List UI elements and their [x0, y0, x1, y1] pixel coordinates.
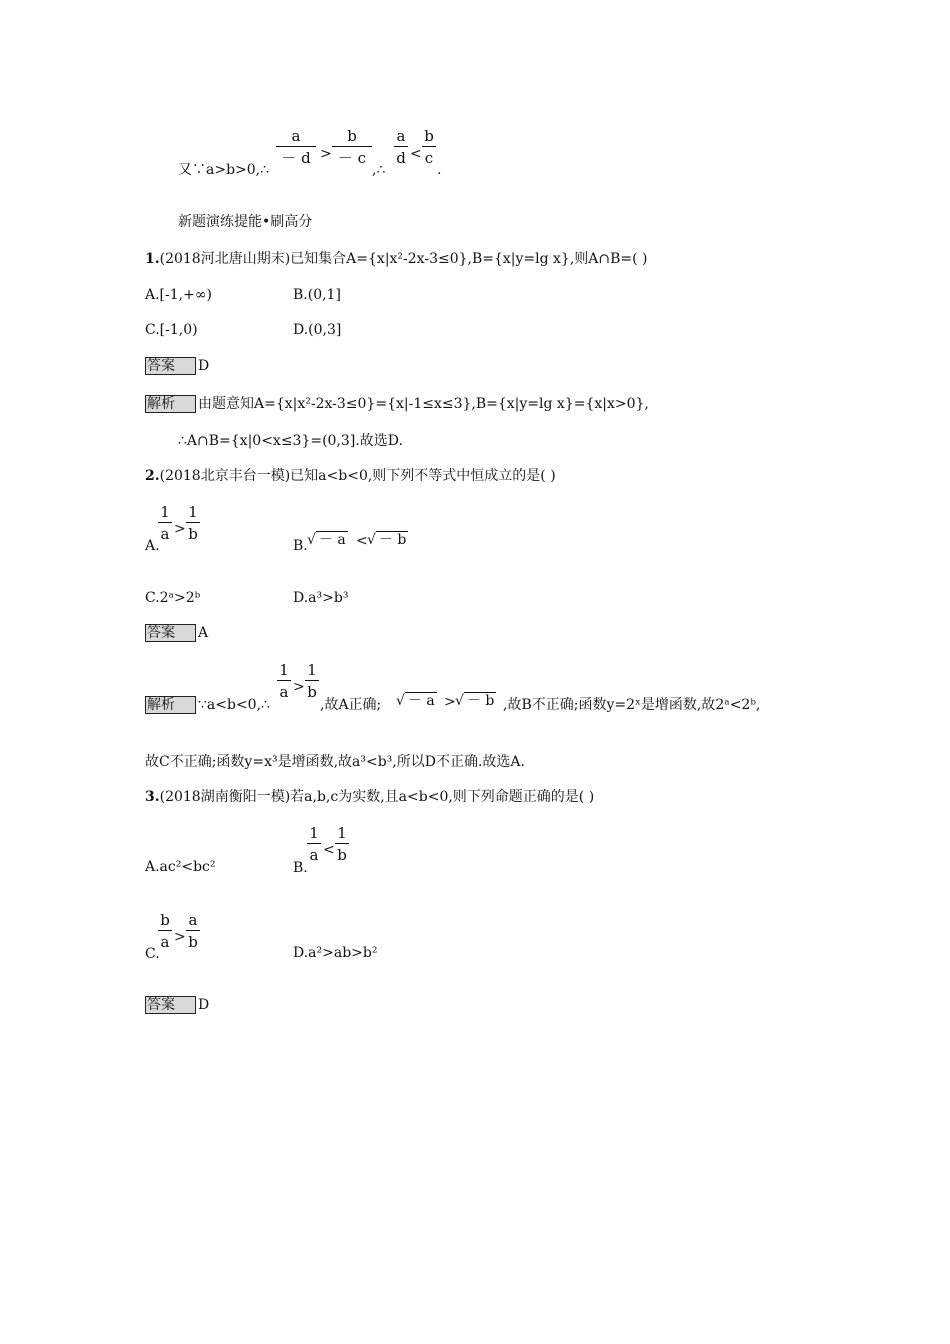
- q2-option-c: C.2ᵃ>2ᵇ: [145, 590, 201, 606]
- intro-period: .: [437, 162, 442, 178]
- denominator: a: [279, 683, 289, 701]
- q1-option-a: A.[-1,+∞): [145, 287, 212, 303]
- answer-value: D: [198, 997, 210, 1013]
- q2-option-b-radical-1: √ － a: [307, 532, 346, 548]
- radicand: － a: [405, 692, 437, 709]
- q1-answer: [145, 357, 209, 375]
- q2-option-a-fraction-2: [186, 504, 200, 542]
- denominator: b: [188, 933, 198, 951]
- q2-option-a-label: A.: [145, 538, 160, 554]
- analysis-prefix: ∵a<b<0,∴: [198, 697, 270, 713]
- numerator: a: [291, 127, 301, 145]
- denominator: a: [160, 933, 170, 951]
- intro-prefix: [178, 161, 269, 179]
- q2-analysis-fraction-2: [305, 662, 319, 700]
- numerator: 1: [307, 661, 317, 679]
- answer-label: 答案: [145, 624, 196, 642]
- numerator: b: [160, 911, 170, 929]
- q2-analysis-rest: ,故B不正确;函数y=2ˣ是增函数,故2ᵃ<2ᵇ,: [503, 697, 761, 713]
- q2-answer: [145, 624, 208, 642]
- q2-option-b-operator: <: [356, 533, 368, 549]
- q1-analysis-line-2: ∴A∩B={x|0<x≤3}=(0,3].故选D.: [178, 433, 403, 449]
- intro-fraction-1: [276, 128, 316, 166]
- question-number: 2.: [145, 468, 160, 484]
- numerator: 1: [160, 503, 170, 521]
- question-number: 3.: [145, 789, 160, 805]
- q2-option-a-fraction-1: [158, 504, 172, 542]
- intro-fraction-4: [422, 128, 436, 166]
- q2-option-b-label: B.: [293, 538, 308, 554]
- q3-option-c-operator: >: [174, 929, 186, 945]
- q2-analysis-operator-1: >: [293, 679, 305, 695]
- q3-option-b-fraction-2: [335, 825, 349, 863]
- denominator: b: [307, 683, 317, 701]
- q2-option-b-radical-2: √ － b: [367, 532, 407, 548]
- q2-analysis-line-2: 故C不正确;函数y=x³是增函数,故a³<b³,所以D不正确.故选A.: [145, 754, 525, 770]
- q3-option-c-fraction-1: [158, 912, 172, 950]
- q3-answer: [145, 996, 209, 1014]
- radicand: － a: [316, 531, 348, 548]
- intro-fraction-2: [332, 128, 372, 166]
- numerator: 1: [309, 824, 319, 842]
- question-3: [145, 788, 594, 806]
- question-number: 1.: [145, 251, 160, 267]
- intro-separator: ,∴: [372, 162, 386, 178]
- intro-fraction-3: [394, 128, 408, 166]
- q2-analysis-operator-2: >: [444, 694, 456, 710]
- denominator: b: [337, 846, 347, 864]
- intro-prefix-text: 又∵a>b>0,∴: [178, 162, 270, 178]
- denominator: － c: [337, 149, 367, 167]
- q2-option-a-operator: >: [174, 521, 186, 537]
- denominator: c: [424, 149, 434, 167]
- section-title: 新题演练提能•刷高分: [178, 214, 313, 230]
- q2-analysis-start: [145, 696, 270, 714]
- analysis-label: 解析: [145, 395, 196, 413]
- intro-gt-sign: >: [320, 146, 332, 162]
- numerator: b: [347, 127, 357, 145]
- denominator: a: [309, 846, 319, 864]
- q3-option-b-fraction-1: [307, 825, 321, 863]
- denominator: b: [188, 525, 198, 543]
- q2-option-d: D.a³>b³: [293, 590, 349, 606]
- q1-option-d: D.(0,3]: [293, 322, 342, 338]
- numerator: b: [424, 127, 434, 145]
- numerator: 1: [337, 824, 347, 842]
- intro-lt-sign: <: [410, 146, 422, 162]
- question-stem: (2018河北唐山期末)已知集合A={x|x²-2x-3≤0},B={x|y=lg x},则A∩B=( ): [159, 251, 648, 267]
- answer-value: D: [198, 358, 210, 374]
- q3-option-b-operator: <: [323, 842, 335, 858]
- denominator: d: [396, 149, 406, 167]
- question-1: [145, 250, 648, 268]
- q1-option-c: C.[-1,0): [145, 322, 198, 338]
- denominator: － d: [281, 149, 311, 167]
- radicand: － b: [376, 531, 408, 548]
- answer-label: 答案: [145, 996, 196, 1014]
- question-2: [145, 467, 556, 485]
- q3-option-d: D.a²>ab>b²: [293, 945, 378, 961]
- analysis-text: 由题意知A={x|x²-2x-3≤0}={x|-1≤x≤3},B={x|y=lg x}={x|x>0},: [198, 396, 649, 412]
- q2-analysis-fraction-1: [277, 662, 291, 700]
- denominator: a: [160, 525, 170, 543]
- analysis-label: 解析: [145, 696, 196, 714]
- q3-option-a: A.ac²<bc²: [145, 859, 216, 875]
- q1-analysis: [145, 395, 649, 413]
- numerator: 1: [188, 503, 198, 521]
- question-stem: (2018北京丰台一模)已知a<b<0,则下列不等式中恒成立的是( ): [159, 468, 556, 484]
- answer-value: A: [198, 625, 209, 641]
- q3-option-c-fraction-2: [186, 912, 200, 950]
- q2-analysis-radical-1: √ － a: [396, 693, 435, 709]
- q3-option-c-label: C.: [145, 946, 160, 962]
- question-stem: (2018湖南衡阳一模)若a,b,c为实数,且a<b<0,则下列命题正确的是( ): [159, 789, 595, 805]
- q2-analysis-mid: ,故A正确;: [320, 697, 382, 713]
- numerator: 1: [279, 661, 289, 679]
- q3-option-b-label: B.: [293, 860, 308, 876]
- q2-analysis-radical-2: √ － b: [455, 693, 495, 709]
- radicand: － b: [464, 692, 496, 709]
- q1-option-b: B.(0,1]: [293, 287, 341, 303]
- answer-label: 答案: [145, 357, 196, 375]
- numerator: a: [396, 127, 406, 145]
- numerator: a: [188, 911, 198, 929]
